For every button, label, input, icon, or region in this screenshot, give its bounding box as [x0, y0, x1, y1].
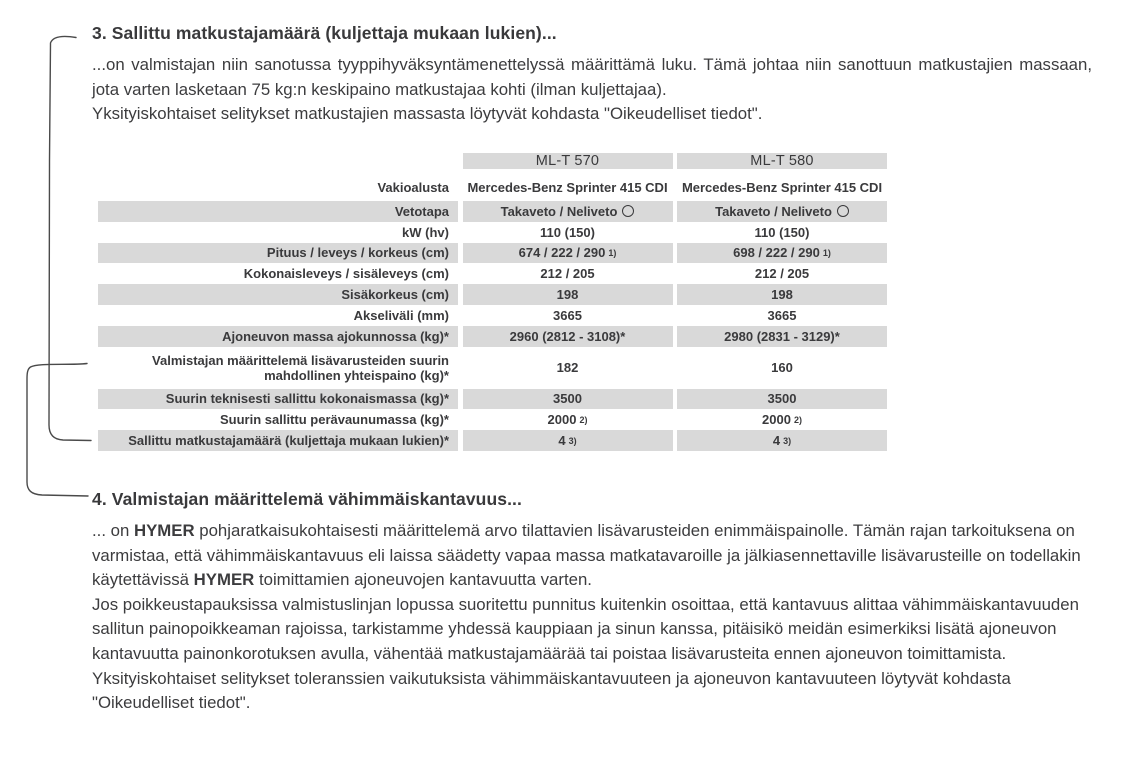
para1-text: ... on	[92, 521, 134, 540]
cell-text: 182	[556, 360, 579, 376]
table-header-mlt570: ML-T 570	[463, 153, 673, 169]
cell-text: 3500	[553, 391, 582, 407]
row-value	[677, 347, 887, 389]
table-row	[98, 174, 888, 201]
section-4-para1	[92, 519, 1092, 593]
row-label: Sallittu matkustajamäärä (kuljettaja mukaan lukien)*	[98, 430, 458, 451]
row-value	[463, 201, 673, 222]
section-3-heading: 3. Sallittu matkustajamäärä (kuljettaja mukaan lukien)...	[92, 23, 557, 43]
row-label: Ajoneuvon massa ajokunnossa (kg)*	[98, 326, 458, 347]
row-label: Pituus / leveys / korkeus (cm)	[98, 243, 458, 264]
cell-text: 698 / 222 / 290	[733, 245, 820, 261]
row-value	[463, 430, 673, 451]
cell-text: 2000	[547, 412, 577, 428]
footnote-marker: 3)	[783, 435, 792, 446]
row-value	[463, 305, 673, 326]
section-3-body: ...on valmistajan niin sanotussa tyyppihyväksyntämenettelyssä määrittämä luku. Tämä johtaa niin sanottuun matkustajien massaan, jota varten lasketaan 75 kg:n keskipaino matkustajaa kohti (ilman kuljettajaa).	[92, 55, 1092, 99]
row-value	[677, 409, 887, 430]
option-circle-icon	[622, 205, 634, 217]
section-3-note: Yksityiskohtaiset selitykset matkustajien massasta löytyvät kohdasta "Oikeudelliset tiedot".	[92, 104, 763, 124]
cell-text: 3500	[767, 391, 797, 407]
row-value	[677, 326, 887, 347]
row-label: Suurin teknisesti sallittu kokonaismassa (kg)*	[98, 389, 458, 410]
cell-text: 212 / 205	[540, 266, 595, 282]
cell-text: 4	[558, 433, 566, 449]
row-value	[463, 284, 673, 305]
table-row	[98, 409, 888, 430]
cell-text: Mercedes-Benz Sprinter 415 CDI	[681, 180, 883, 195]
table-row	[98, 243, 888, 264]
bracket-table-row-to-section4	[27, 364, 88, 497]
section-4-note: Yksityiskohtaiset selitykset toleranssien vaikutuksista vähimmäiskantavuuteen ja ajoneuvon kantavuuteen löytyvät kohdasta "Oikeudelliset tiedot".	[92, 668, 1011, 713]
cell-text: 2960 (2812 - 3108)*	[509, 328, 626, 344]
cell-text: Mercedes-Benz Sprinter 415 CDI	[467, 180, 668, 195]
row-label: Akseliväli (mm)	[353, 307, 449, 323]
para1-text: pohjaratkaisukohtaisesti määrittelemä arvo tilattavien lisävarusteiden enimmäispainolle. Tämän rajan tarkoituksena on varmistaa, että vähimmäiskantavuus eli laissa säädetty vapaa massa matkatavaroille ja jälkiasennettaville lisävarusteille on todellakin käytettävissä	[92, 521, 1081, 590]
row-value	[463, 409, 673, 430]
cell-text: 2980 (2831 - 3129)*	[724, 328, 840, 344]
row-value	[677, 430, 887, 451]
row-value	[463, 347, 673, 389]
row-label: Valmistajan määrittelemä lisävarusteiden suurin mahdollinen yhteispaino (kg)*	[152, 352, 449, 383]
table-header-mlt580: ML-T 580	[677, 153, 887, 169]
cell-text: 3665	[767, 307, 797, 323]
footnote-marker: 1)	[608, 247, 617, 258]
section-3	[92, 23, 1092, 127]
table-row	[98, 263, 888, 284]
para1-text: toimittamien ajoneuvojen kantavuutta varten.	[254, 570, 592, 590]
cell-text: 198	[771, 287, 793, 303]
table-row	[98, 347, 888, 389]
row-label: Vetotapa	[98, 201, 458, 222]
row-label: kW (hv)	[402, 224, 449, 240]
cell-text: 2000	[762, 412, 791, 428]
row-value	[463, 243, 673, 264]
table-row	[98, 222, 888, 243]
table-row	[98, 284, 888, 305]
brand-name: HYMER	[133, 521, 195, 540]
row-value	[677, 243, 887, 264]
row-value	[677, 263, 887, 284]
table-row	[98, 305, 888, 326]
table-row	[98, 201, 888, 222]
row-value	[463, 326, 673, 347]
brand-name: HYMER	[193, 570, 255, 590]
row-value	[677, 201, 887, 222]
cell-text: 212 / 205	[754, 266, 810, 282]
section-4-heading: 4. Valmistajan määrittelemä vähimmäiskantavuus...	[92, 489, 522, 509]
row-label: Suurin sallittu perävaunumassa (kg)*	[219, 412, 449, 428]
footnote-marker: 2)	[793, 414, 802, 425]
footnote-marker: 1)	[822, 247, 831, 258]
table-row	[98, 430, 888, 451]
row-value	[677, 389, 887, 410]
row-value	[463, 222, 673, 243]
cell-text: Takaveto / Neliveto	[715, 203, 832, 219]
cell-text: 160	[771, 360, 793, 376]
row-value	[463, 263, 673, 284]
footnote-marker: 3)	[568, 435, 577, 446]
table-header-row	[98, 147, 888, 174]
row-label: Kokonaisleveys / sisäleveys (cm)	[243, 266, 449, 282]
cell-text: Takaveto / Neliveto	[500, 203, 618, 219]
row-value	[677, 174, 887, 201]
row-value	[677, 222, 887, 243]
row-value	[677, 284, 887, 305]
row-value	[463, 389, 673, 410]
cell-text: 674 / 222 / 290	[518, 245, 606, 261]
cell-text: 110 (150)	[754, 224, 810, 240]
cell-text: 4	[772, 433, 781, 449]
cell-text: 3665	[553, 307, 582, 323]
cell-text: 110 (150)	[540, 224, 595, 240]
cell-text: 198	[556, 287, 579, 303]
section-4-para2: Jos poikkeustapauksissa valmistuslinjan lopussa suoritettu punnitus kuitenkin osoittaa, että kantavuus alittaa vähimmäiskantavuuden sallitun painopoikkeaman rajoissa, tarkistamme yhdessä kauppiaan ja sinun kanssa, pitäisikö meidän esimerkiksi lisätä ajoneuvon kantavuutta painonkorotuksen avulla, vähentää matkustajamäärää tai poistaa lisävarusteita ennen ajoneuvon toimittamista.	[92, 594, 1079, 663]
row-value	[677, 305, 887, 326]
table-row	[98, 389, 888, 410]
bracket-section3-to-table-row	[49, 36, 91, 440]
row-value	[463, 174, 673, 201]
table-row	[98, 326, 888, 347]
footnote-marker: 2)	[579, 414, 588, 425]
option-circle-icon	[837, 205, 849, 217]
row-label: Sisäkorkeus (cm)	[98, 284, 458, 305]
spec-table	[98, 147, 888, 451]
row-label: Vakioalusta	[377, 180, 449, 195]
section-4	[92, 489, 1092, 716]
